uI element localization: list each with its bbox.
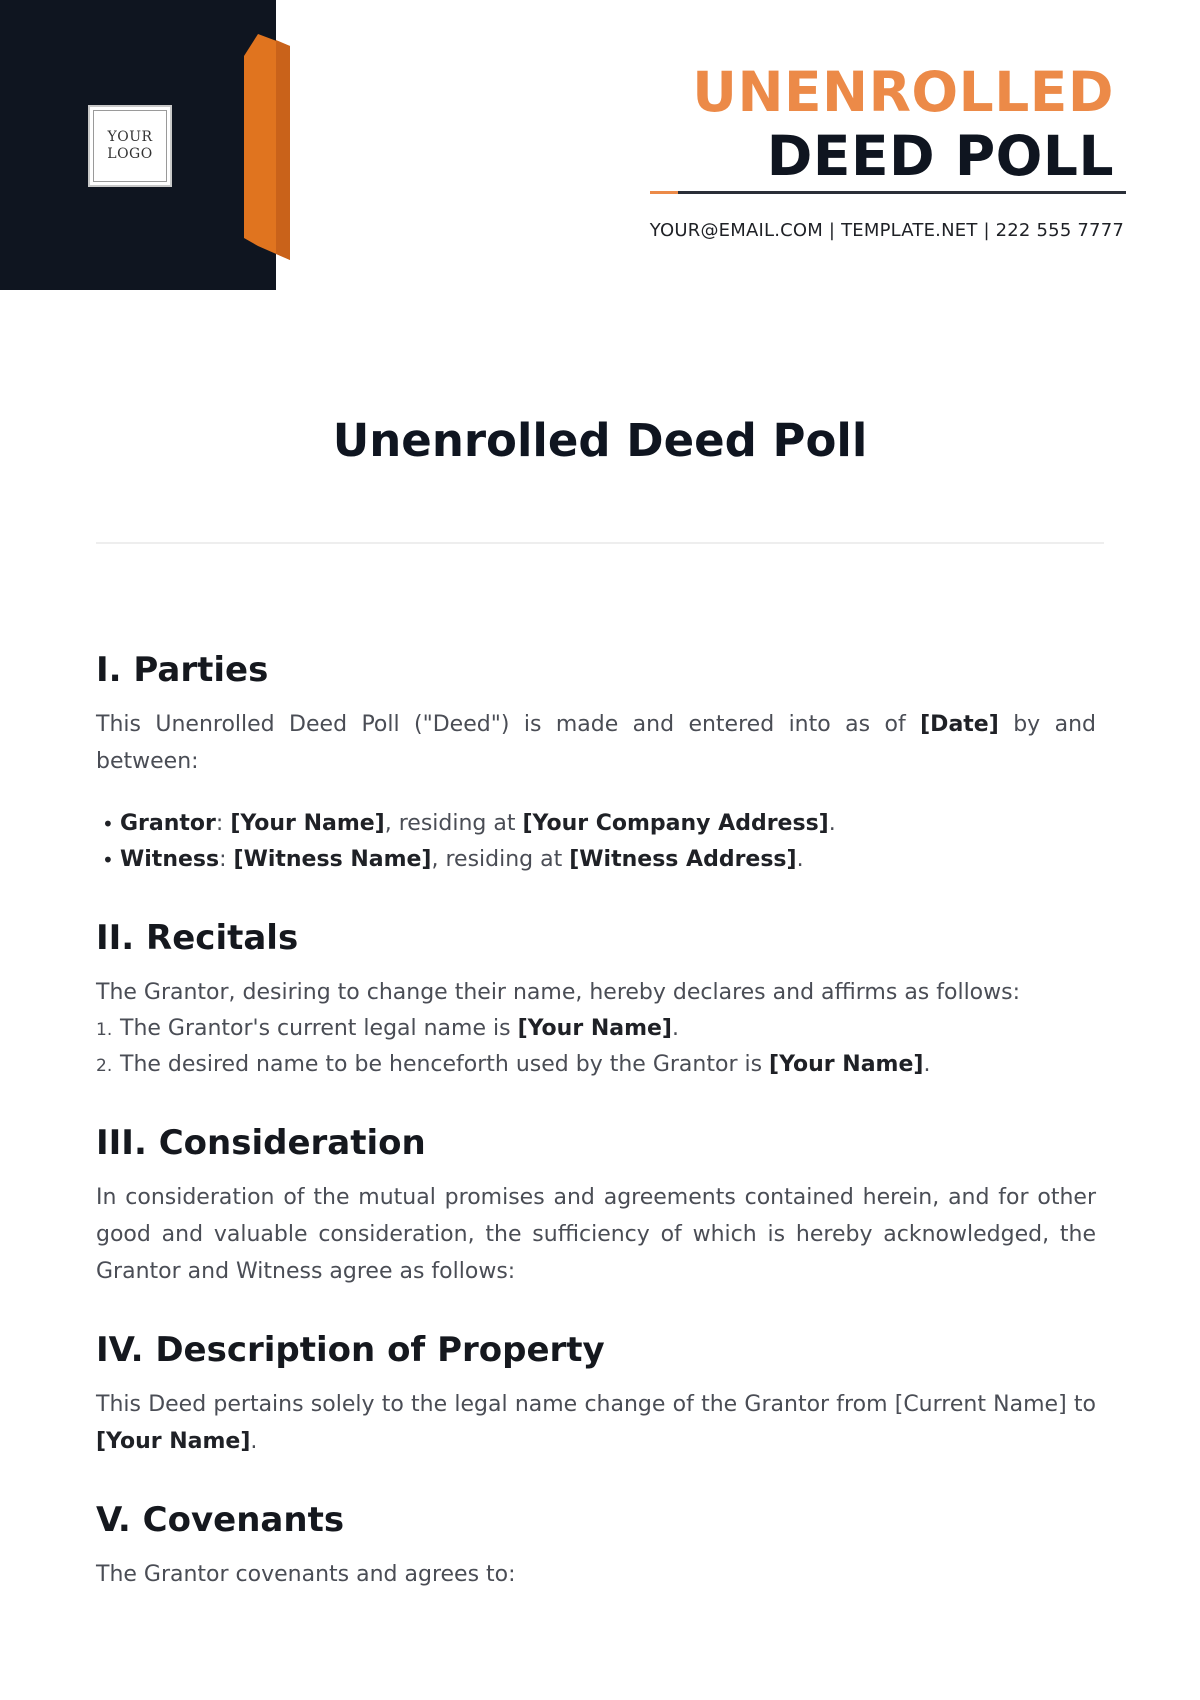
section-heading: IV. Description of Property [96, 1330, 605, 1370]
header-title [692, 60, 1114, 188]
grantor-address: [Your Company Address] [522, 811, 829, 836]
header-title-line1: UNENROLLED [692, 60, 1114, 124]
grantor-label: Grantor [120, 811, 216, 836]
document-content [96, 648, 1096, 1631]
section-parties [96, 648, 1096, 878]
section-recitals [96, 916, 1096, 1083]
header-title-line2: DEED POLL [766, 124, 1114, 188]
logo [88, 105, 172, 187]
parties-intro [96, 706, 1096, 780]
header-divider-accent [650, 191, 678, 194]
witness-name: [Witness Name] [233, 847, 432, 872]
witness-label: Witness [120, 847, 220, 872]
section-consideration [96, 1121, 1096, 1290]
text: This Unenrolled Deed Poll ("Deed") is made and entered into as of [96, 712, 921, 737]
recitals-list [96, 1011, 1096, 1083]
text: by and between: [96, 712, 1096, 774]
section-property [96, 1328, 1096, 1460]
name-placeholder: [Your Name] [517, 1016, 672, 1041]
witness-address: [Witness Address] [569, 847, 797, 872]
logo-text-line2: LOGO [107, 146, 153, 162]
logo-frame [93, 110, 167, 182]
covenants-text: The Grantor covenants and agrees to: [96, 1562, 516, 1587]
list-number: 2. [96, 1056, 113, 1076]
section-heading: I. Parties [96, 650, 269, 690]
list-number: 1. [96, 1020, 113, 1040]
section-heading: III. Consideration [96, 1123, 426, 1163]
document-title: Unenrolled Deed Poll [332, 414, 868, 467]
section-heading: V. Covenants [96, 1500, 345, 1540]
text: , residing at [431, 847, 570, 872]
list-item: • Witness: [Witness Name], residing at [Witness Address]. [96, 842, 1096, 878]
property-text: This Deed pertains solely to the legal name change of the Grantor from [Current Name] to [Your Name]. [96, 1392, 1096, 1454]
orange-tab-decoration [244, 34, 290, 260]
recitals-intro: The Grantor, desiring to change their name, hereby declares and affirms as follows: [96, 980, 1021, 1005]
logo-text-line1: YOUR [107, 129, 153, 145]
header-divider [650, 191, 1126, 194]
list-item: 1. The Grantor's current legal name is [Your Name]. [96, 1011, 1096, 1047]
parties-list [96, 806, 1096, 878]
text: , residing at [384, 811, 523, 836]
text: The Grantor's current legal name is [120, 1016, 518, 1041]
consideration-text: In consideration of the mutual promises and agreements contained herein, and for other good and valuable consideration, the sufficiency of which is hereby acknowledged, the Grantor and Witness agree as follows: [96, 1185, 1096, 1284]
contact-info: YOUR@EMAIL.COM | TEMPLATE.NET | 222 555 7777 [649, 220, 1124, 241]
grantor-name: [Your Name] [230, 811, 385, 836]
date-placeholder: [Date] [920, 712, 999, 737]
section-heading: II. Recitals [96, 918, 299, 958]
text: The desired name to be henceforth used by the Grantor is [120, 1052, 770, 1077]
list-item: • Grantor: [Your Name], residing at [Your Company Address]. [96, 806, 1096, 842]
title-divider [96, 542, 1104, 544]
section-covenants [96, 1498, 1096, 1593]
list-item: 2. The desired name to be henceforth used by the Grantor is [Your Name]. [96, 1047, 1096, 1083]
name-placeholder: [Your Name] [769, 1052, 924, 1077]
brand-block [0, 0, 276, 290]
text: This Deed pertains solely to the legal name change of the Grantor from [Current Name] to [96, 1392, 1096, 1417]
name-placeholder: [Your Name] [96, 1429, 251, 1454]
